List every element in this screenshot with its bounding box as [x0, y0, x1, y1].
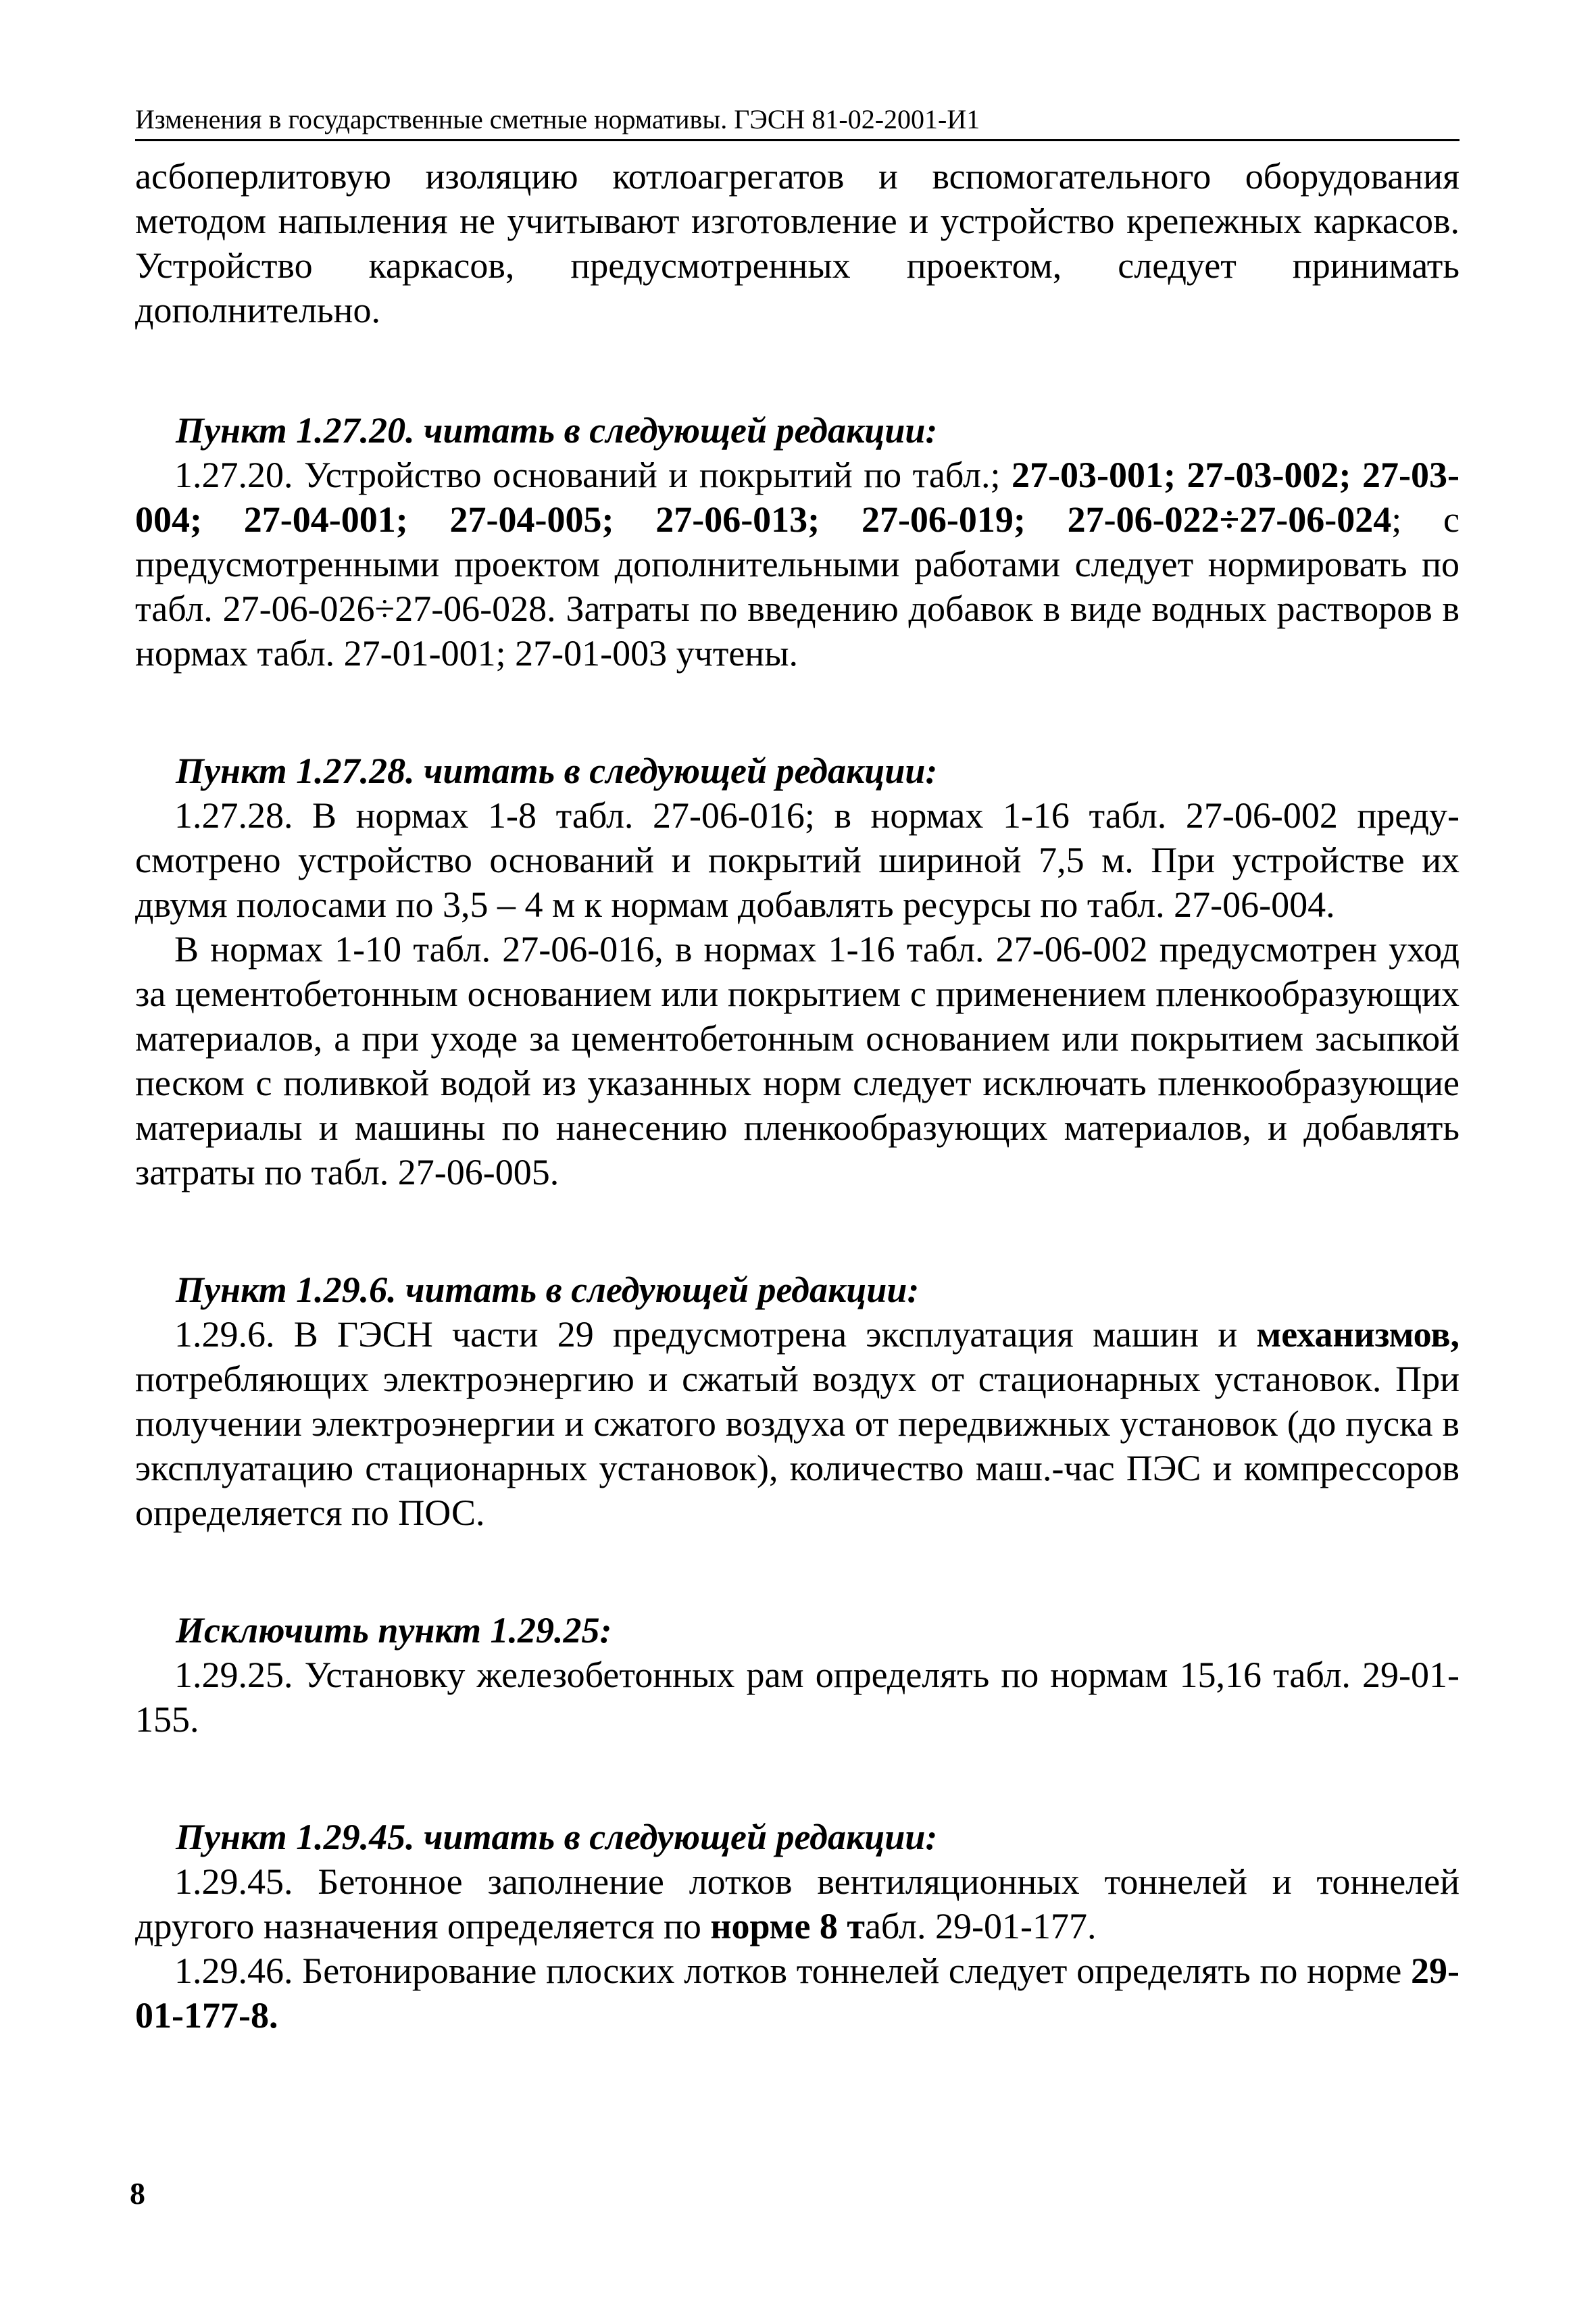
section-paragraph: 1.27.28. В нормах 1-8 табл. 27-06-016; в нормах 1-16 табл. 27-06-002 преду-смотрено устройство оснований и покрытий шириной 7,5 м. При устройстве их двумя полосами по 3,5 – 4 м к нормам добавлять ресурсы по табл. 27-06-004.	[135, 795, 1460, 925]
section-1-29-6	[135, 1267, 1460, 1535]
section-1-27-20	[135, 408, 1460, 676]
section-paragraph	[135, 453, 1460, 676]
text-run: 1.29.46. Бетонирование плоских лотков тоннелей следует определять по норме	[174, 1951, 1412, 1991]
text-run: 1.29.6. В ГЭСН части 29 предусмотрена эксплуатация машин и	[174, 1314, 1257, 1355]
text-run: 1.27.20. Устройство оснований и покрытий по табл.;	[174, 455, 1012, 495]
document-body	[135, 154, 1460, 2038]
section-title: Пункт 1.29.6. читать в следующей редакции:	[176, 1269, 920, 1310]
section-paragraph: В нормах 1-10 табл. 27-06-016, в нормах 1-16 табл. 27-06-002 предусмотрен уход за цементобетонным основанием или покрытием с применением пленкообразующих материалов, а при уходе за цементобетонным основанием или покрытием засыпкой песком с поливкой водой из указанных норм следует исключать пленкообразующие материалы и машины по нанесению пленкообразующих материалов, и добавлять затраты по табл. 27-06-005.	[135, 929, 1460, 1192]
bold-run: норме 8 т	[710, 1906, 865, 1946]
section-title: Пункт 1.27.20. читать в следующей редакции:	[176, 410, 938, 451]
bold-run: 27-03-001; 27-03-002; 27-03-004; 27-04-001; 27-04-005; 27-06-013; 27-06-019; 27-06-022÷27-06-024	[135, 455, 1460, 540]
intro-paragraph: асбоперлитовую изоляцию котлоагрегатов и вспомогательного оборудования методом напыления не учитывают изготовление и устройство крепежных каркасов. Устройство каркасов, предусмотренных проектом, следует принимать дополнительно.	[135, 156, 1460, 330]
running-header: Изменения в государственные сметные нормативы. ГЭСН 81-02-2001-И1	[135, 101, 1460, 141]
section-1-29-25	[135, 1608, 1460, 1742]
section-title: Исключить пункт 1.29.25:	[176, 1610, 612, 1651]
section-1-29-45	[135, 1815, 1460, 2038]
section-paragraph: 1.29.25. Установку железобетонных рам определять по нормам 15,16 табл. 29-01-155.	[135, 1655, 1460, 1740]
text-run: 1.29.45. Бетонное заполнение лотков вентиляционных тоннелей и тоннелей другого назначения определяется по	[135, 1861, 1460, 1946]
page-number: 8	[130, 2176, 145, 2211]
section-title: Пункт 1.27.28. читать в следующей редакции:	[176, 751, 938, 791]
section-paragraph	[135, 1948, 1460, 2038]
section-title: Пункт 1.29.45. читать в следующей редакции:	[176, 1817, 938, 1857]
section-paragraph	[135, 1312, 1460, 1535]
text-run: ; с предусмотренными проектом дополнительными работами следует нормировать по табл. 27-06-026÷27-06-028. Затраты по введению добавок в виде водных растворов в нормах табл. 27-01-001; 27-01-003 учтены.	[135, 499, 1460, 674]
text-run: потребляющих электроэнергию и сжатый воздух от стационарных установок. При получении электроэнергии и сжатого воздуха от передвижных установок (до пуска в эксплуатацию стационарных установок), количество маш.-час ПЭС и компрессоров определяется по ПОС.	[135, 1359, 1460, 1533]
text-run: абл. 29-01-177.	[864, 1906, 1097, 1946]
section-1-27-28	[135, 749, 1460, 1194]
section-paragraph	[135, 1859, 1460, 1948]
bold-run: 29-01-177-8.	[135, 1951, 1460, 2036]
bold-run: механизмов,	[1256, 1314, 1460, 1355]
